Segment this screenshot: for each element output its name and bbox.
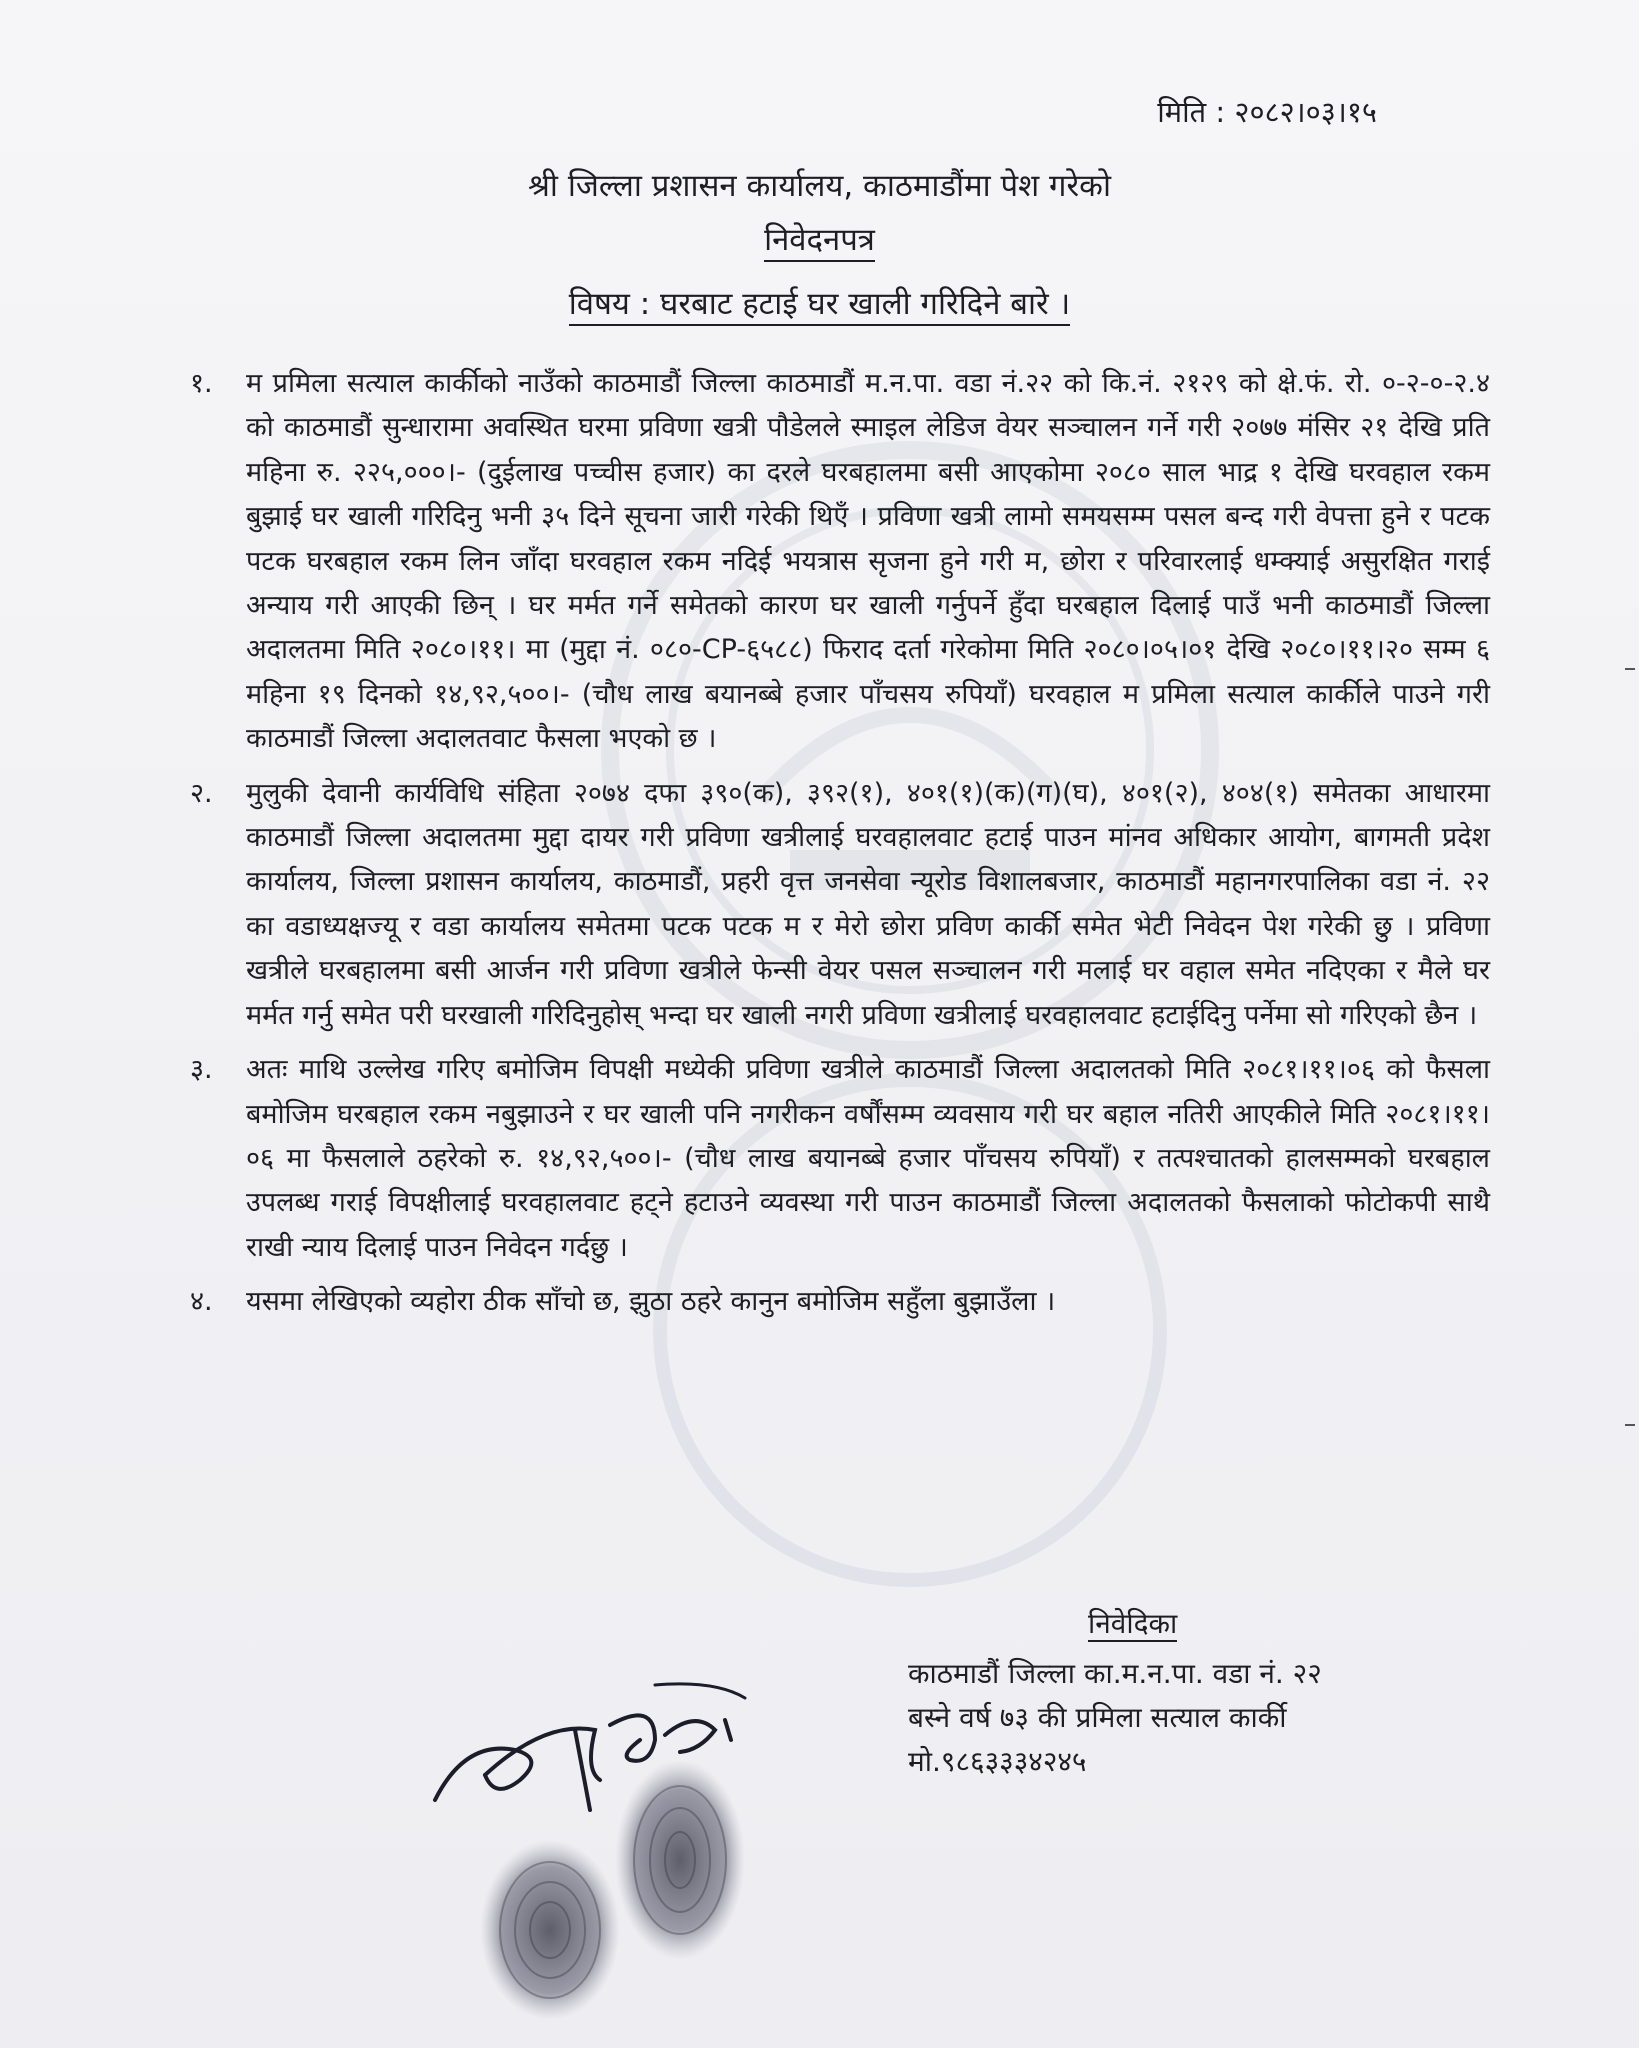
paragraph-3 <box>190 1048 1490 1270</box>
paragraph-number: ४. <box>190 1286 213 1318</box>
paragraph-1 <box>190 362 1490 762</box>
applicant-title <box>1088 1604 1177 1642</box>
edge-mark <box>1625 668 1635 670</box>
date-line: मिति : २०८२।०३।१५ <box>1157 95 1377 129</box>
document-type-heading <box>0 218 1639 260</box>
paragraph-text: अतः माथि उल्लेख गरिए बमोजिम विपक्षी मध्येकी प्रविणा खत्रीले काठमाडौं जिल्ला अदालतको मिति २०८१।११।०६ को फैसला बमोजिम घरबहाल रकम नबुझाउने र घर खाली पनि नगरीकन वर्षौंसम्म व्यवसाय गरी घर बहाल नतिरी आएकीले मिति २०८१।११।०६ मा फैसलाले ठहरेको रु. १४,९२,५००।- (चौध लाख बयानब्बे हजार पाँचसय रुपियाँ) र तत्पश्चातको हालसम्मको घरबहाल उपलब्ध गराई विपक्षीलाई घरवहालवाट हट्ने हटाउने व्यवस्था गरी पाउन काठमाडौं जिल्ला अदालतको फैसलाको फोटोकपी साथै राखी न्याय दिलाई पाउन निवेदन गर्दछु । <box>246 1054 1490 1263</box>
document-type-text: निवेदनपत्र <box>764 222 875 262</box>
paragraph-number: १. <box>190 368 213 399</box>
applicant-address: काठमाडौं जिल्ला का.म.न.पा. वडा नं. २२ <box>908 1657 1322 1690</box>
applicant-name: बस्ने वर्ष ७३ की प्रमिला सत्याल कार्की <box>908 1701 1287 1734</box>
paragraph-2 <box>190 772 1490 1038</box>
applicant-title-text: निवेदिका <box>1088 1607 1178 1640</box>
paragraph-text: म प्रमिला सत्याल कार्कीको नाउँको काठमाडौं जिल्ला काठमाडौं म.न.पा. वडा नं.२२ को कि.नं. २१२९ को क्षे.फं. रो. ०-२-०-२.४ को काठमाडौं सुन्धारामा अवस्थित घरमा प्रविणा खत्री पौडेलले स्माइल लेडिज वेयर सञ्चालन गर्ने गरी २०७७ मंसिर २१ देखि प्रति महिना रु. २२५,०००।- (दुईलाख पच्चीस हजार) का दरले घरबहालमा बसी आएकोमा २०८० साल भाद्र १ देखि घरवहाल रकम बुझाई घर खाली गरिदिनु भनी ३५ दिने सूचना जारी गरेकी थिएँ । प्रविणा खत्री लामो समयसम्म पसल बन्द गरी वेपत्ता हुने र पटक पटक घरबहाल रकम लिन जाँदा घरवहाल रकम नदिई भयत्रास सृजना हुने गरी म, छोरा र परिवारलाई धम्क्याई असुरक्षित गराई अन्याय गरी आएकी छिन् । घर मर्मत गर्ने समेतको कारण घर खाली गर्नुपर्ने हुँदा घरबहाल दिलाई पाउँ भनी काठमाडौं जिल्ला अदालतमा मिति २०८०।११। मा (मुद्दा नं. ०८०-CP-६५८८) फिराद दर्ता गरेकोमा मिति २०८०।०५।०१ देखि २०८०।११।२० सम्म ६ महिना १९ दिनको १४,९२,५००।- (चौध लाख बयानब्बे हजार पाँचसय रुपियाँ) घरवहाल म प्रमिला सत्याल कार्कीले पाउने गरी काठमाडौं जिल्ला अदालतवाट फैसला भएको छ । <box>246 368 1490 755</box>
paragraph-number: २. <box>190 777 213 809</box>
applicant-details <box>908 1652 1322 1784</box>
body-paragraphs <box>190 362 1490 1335</box>
paragraph-4 <box>190 1280 1490 1324</box>
subject-text: विषय : घरबाट हटाई घर खाली गरिदिने बारे । <box>569 286 1071 326</box>
applicant-phone: मो.९८६३३३४२४५ <box>908 1745 1087 1778</box>
edge-mark <box>1625 1424 1635 1426</box>
addressee-line: श्री जिल्ला प्रशासन कार्यालय, काठमाडौंमा पेश गरेको <box>527 168 1112 204</box>
paragraph-text: यसमा लेखिएको व्यहोरा ठीक साँचो छ, झुठा ठहरे कानुन बमोजिम सहुँला बुझाउँला । <box>246 1286 1056 1318</box>
subject-line <box>0 282 1639 324</box>
paragraph-number: ३. <box>190 1054 213 1086</box>
thumbprint-marks <box>470 1740 770 2030</box>
paragraph-text: मुलुकी देवानी कार्यविधि संहिता २०७४ दफा ३९०(क), ३९२(१), ४०१(१)(क)(ग)(घ), ४०१(२), ४०४(१) समेतका आधारमा काठमाडौं जिल्ला अदालतमा मुद्दा दायर गरी प्रविणा खत्रीलाई घरवहालवाट हटाई पाउन मांनव अधिकार आयोग, बागमती प्रदेश कार्यालय, जिल्ला प्रशासन कार्यालय, काठमाडौं, प्रहरी वृत्त जनसेवा न्यूरोड विशालबजार, काठमाडौं महानगरपालिका वडा नं. २२ का वडाध्यक्षज्यू र वडा कार्यालय समेतमा पटक पटक म र मेरो छोरा प्रविण कार्की समेत भेटी निवेदन पेश गरेकी छु । प्रविणा खत्रीले घरबहालमा बसी आर्जन गरी प्रविणा खत्रीले फेन्सी वेयर पसल सञ्चालन गरी मलाई घर वहाल समेत नदिएका र मैले घर मर्मत गर्नु समेत परी घरखाली गरिदिनुहोस् भन्दा घर खाली नगरी प्रविणा खत्रीलाई घरवहालवाट हटाईदिनु पर्नेमा सो गरिएको छैन । <box>246 777 1490 1031</box>
